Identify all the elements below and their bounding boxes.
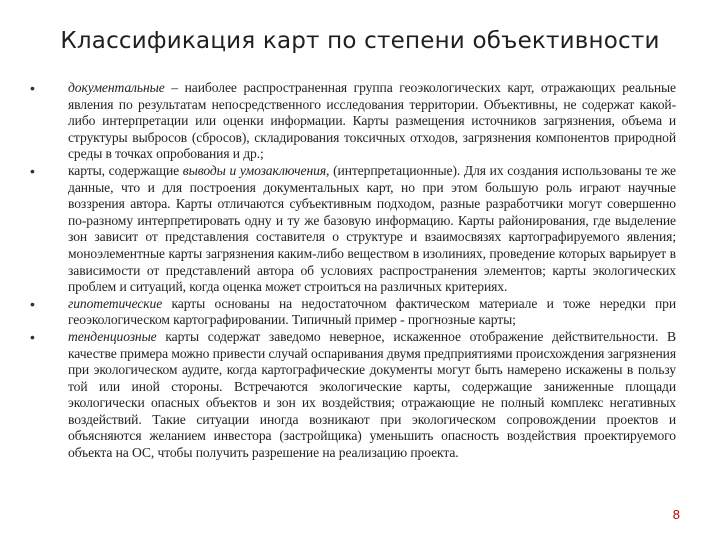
description-documentary: – наиболее распространенная группа геоэкологических карт, отражающих реальные явления по результатам непосредственного исследования территории. Объективны, не содержат какой-либо интерпретации или оценки информации. Карты размещения источников загрязнения, объема и структуры выбросов (сбросов), складирования токсичных отходов, загрязнения компонентов природной среды в точках опробования и др.; — [68, 80, 676, 162]
term-hypothetical: гипотетические — [68, 295, 163, 311]
prefix-interpretive: карты, содержащие — [68, 162, 183, 178]
term-tendentious: тенденциозные — [68, 328, 157, 344]
bullet-icon: • — [30, 162, 35, 179]
list-item-tendentious — [30, 329, 676, 462]
list-item-text — [68, 296, 676, 329]
list-item-documentary — [30, 80, 676, 163]
page-number: 8 — [672, 507, 680, 522]
list-item-text — [68, 80, 676, 163]
description-hypothetical: карты основаны на недостаточном фактическом материале и тоже нередки при геоэкологическом картографировании. Типичный пример - прогнозные карты; — [68, 295, 676, 328]
bullet-icon: • — [30, 295, 35, 312]
list-item-text — [68, 329, 676, 462]
list-item-hypothetical — [30, 296, 676, 329]
list-item-text — [68, 163, 676, 296]
term-documentary: документальные — [68, 80, 165, 95]
bullet-icon: • — [30, 328, 35, 345]
classification-list — [30, 80, 676, 462]
description-interpretive: , (интерпретационные). Для их создания использованы те же данные, что и для построения документальных карт, но при этом большую роль играют научные воззрения автора. Карты отличаются субъективным подходом, разные разработчики могут совершенно по-разному интерпретировать одну и ту же базовую информацию. Карты районирования, где выделение зон зависит от представления составителя о структуре и взаимосвязях картографируемого явления; моноэлементные карты загрязнения каким-либо веществом в изолиниях, проведение которых варьирует в зависимости от представлений автора об условиях распространения элементов; карты экологических проблем и ситуаций, когда оценка может строиться на различных критериях. — [68, 162, 676, 295]
bullet-icon: • — [30, 80, 35, 96]
term-interpretive: выводы и умозаключения — [182, 162, 327, 178]
slide-title: Классификация карт по степени объективности — [60, 28, 660, 54]
list-item-interpretive — [30, 163, 676, 296]
description-tendentious: карты содержат заведомо неверное, искаженное отображение действительности. В качестве примера можно привести случай оспаривания двумя предприятиями происхождения загрязнения при экологическом аудите, когда картографические документы могут быть намерено искажены в пользу той или иной стороны. Встречаются экологические карты, содержащие заниженные площади экологически опасных объектов и зон их воздействия; отражающие не полный комплекс негативных воздействий. Такие ситуации иногда возникают при экологическом сопровождении проектов и объясняются желанием инвестора (застройщика) уменьшить опасность воздействия проектируемого объекта на ОС, чтобы получить разрешение на реализацию проекта. — [68, 328, 676, 461]
